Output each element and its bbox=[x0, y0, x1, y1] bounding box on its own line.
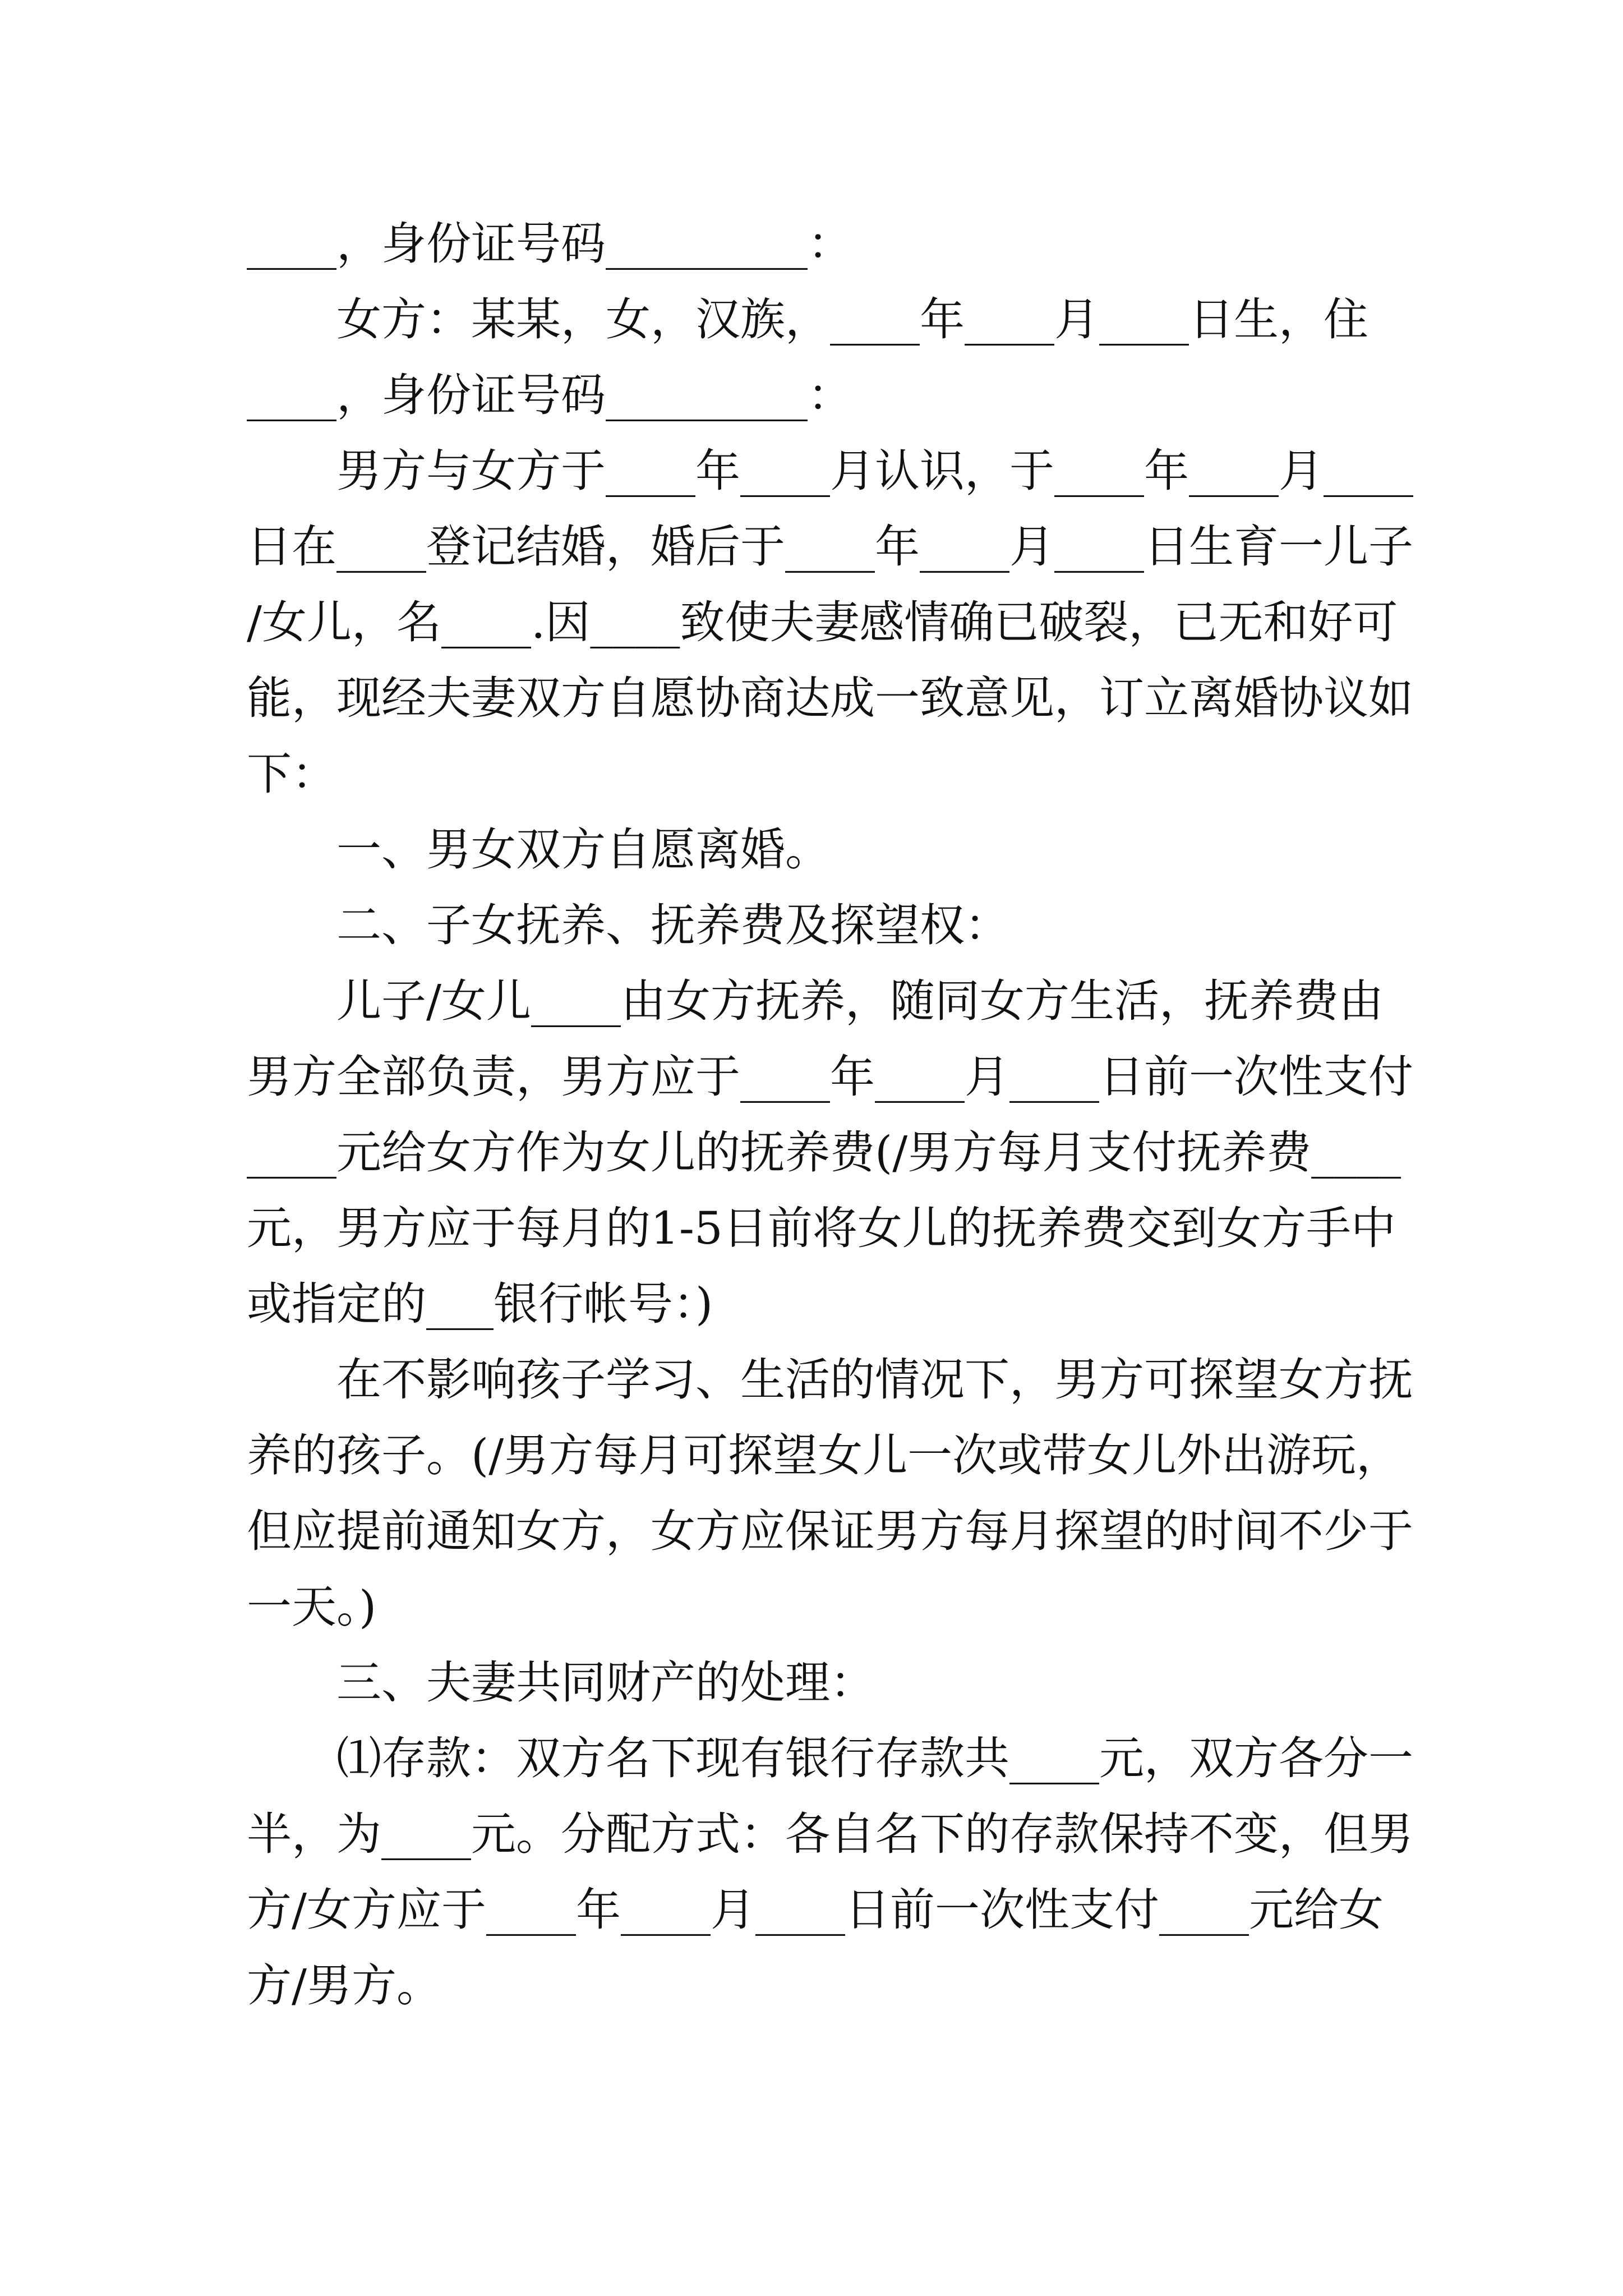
text-line: 但应提前通知女方，女方应保证男方每月探望的时间不少于 bbox=[247, 1505, 1413, 1557]
text-line: 养的孩子。(/男方每月可探望女儿一次或带女儿外出游玩， bbox=[247, 1429, 1401, 1481]
text-line: 儿子/女儿____由女方抚养，随同女方生活，抚养费由 bbox=[336, 975, 1384, 1027]
text-line: 元，男方应于每月的1-5日前将女儿的抚养费交到女方手中 bbox=[247, 1202, 1396, 1254]
text-line: 在不影响孩子学习、生活的情况下，男方可探望女方抚 bbox=[336, 1354, 1413, 1406]
text-line: 一天。) bbox=[247, 1581, 377, 1633]
text-line: /女儿，名____.因____致使夫妻感情确已破裂，已无和好可 bbox=[247, 596, 1398, 648]
section-heading: 三、夫妻共同财产的处理： bbox=[336, 1657, 875, 1709]
text-line: 半，为____元。分配方式：各自名下的存款保持不变，但男 bbox=[247, 1808, 1413, 1860]
text-line: ⑴存款：双方名下现有银行存款共____元，双方各分一 bbox=[336, 1732, 1413, 1784]
text-line: 日在____登记结婚，婚后于____年____月____日生育一儿子 bbox=[247, 521, 1413, 573]
text-line: 能，现经夫妻双方自愿协商达成一致意见，订立离婚协议如 bbox=[247, 672, 1413, 724]
text-line: 男方全部负责，男方应于____年____月____日前一次性支付 bbox=[247, 1051, 1413, 1103]
text-line: 方/男方。 bbox=[247, 1959, 441, 2012]
text-line: 女方：某某，女，汉族，____年____月____日生，住 bbox=[336, 293, 1368, 346]
text-line: 或指定的___银行帐号：) bbox=[247, 1278, 713, 1330]
text-line: 男方与女方于____年____月认识，于____年____月____ bbox=[336, 445, 1413, 497]
text-line: ____，身份证号码_________： bbox=[247, 369, 852, 421]
text-line: 方/女方应于____年____月____日前一次性支付____元给女 bbox=[247, 1884, 1384, 1936]
text-line: ____元给女方作为女儿的抚养费(/男方每月支付抚养费____ bbox=[247, 1126, 1401, 1179]
section-heading: 一、男女双方自愿离婚。 bbox=[336, 823, 830, 876]
section-heading: 二、子女抚养、抚养费及探望权： bbox=[336, 899, 1009, 951]
text-line: 下： bbox=[247, 748, 336, 800]
text-line: ____，身份证号码_________： bbox=[247, 218, 852, 270]
